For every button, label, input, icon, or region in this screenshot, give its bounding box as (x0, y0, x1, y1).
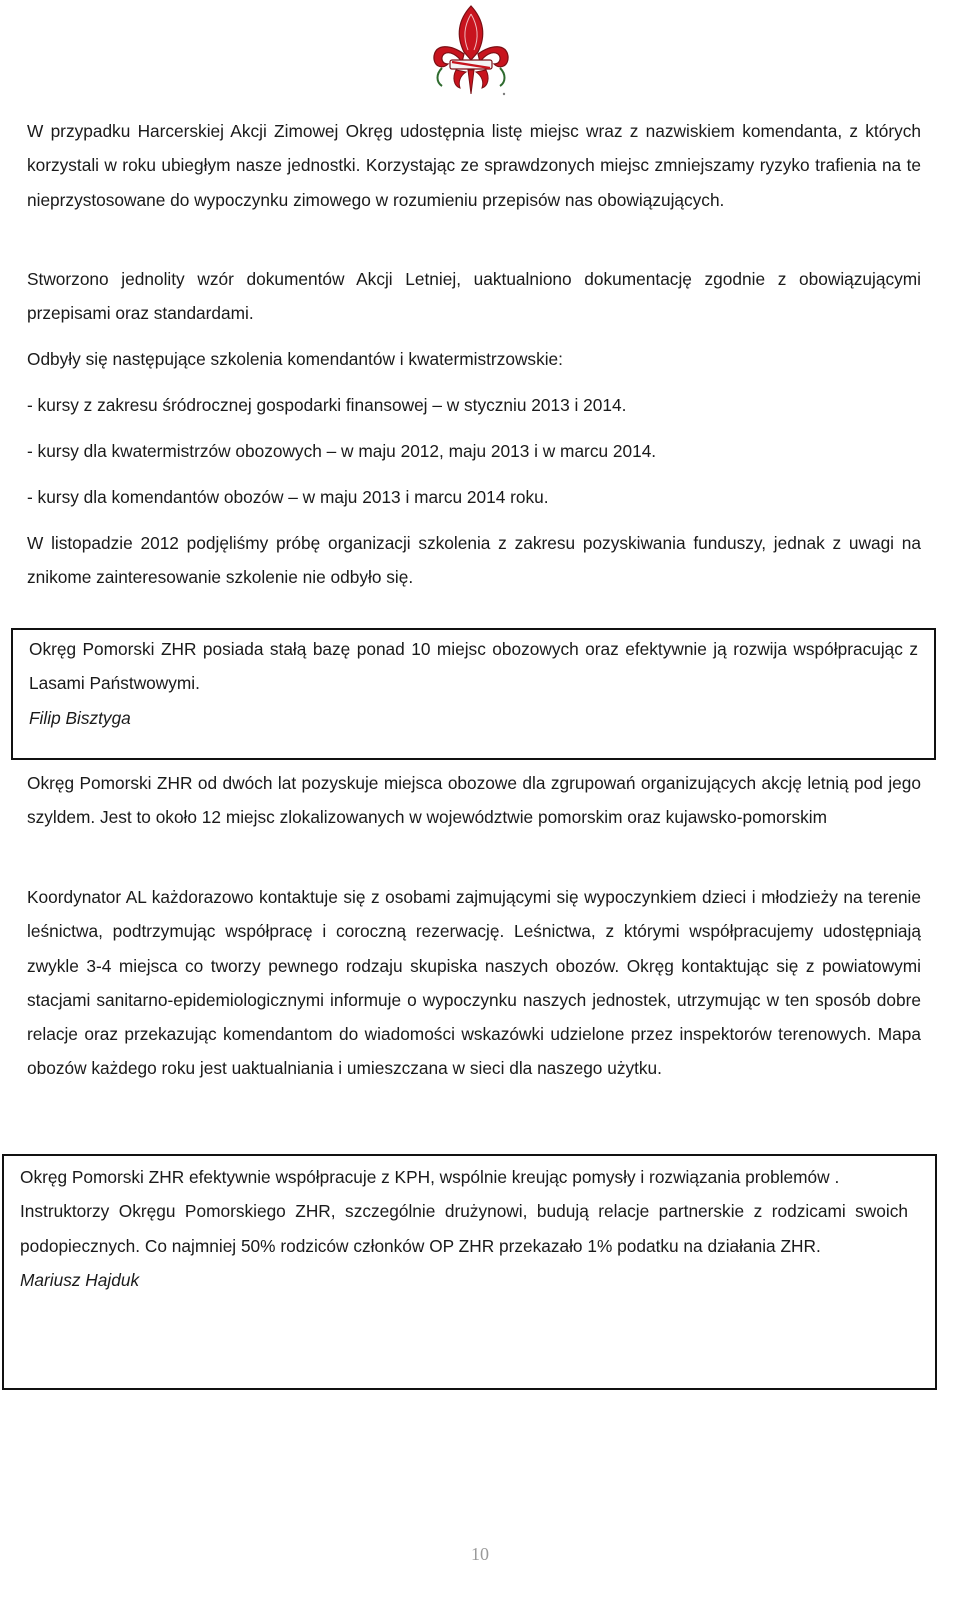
paragraph-fundraising-training: W listopadzie 2012 podjęliśmy próbę organizacji szkolenia z zakresu pozyskiwania funduszy, jednak z uwagi na znikome zainteresowanie szkolenie nie odbyło się. (27, 533, 921, 588)
course-item: - kursy dla kwatermistrzów obozowych – w maju 2012, maju 2013 i w marcu 2014. (27, 441, 657, 461)
highlight-box-camp-base (11, 628, 936, 760)
highlight-box-cooperation (2, 1154, 937, 1390)
course-item: - kursy z zakresu śródrocznej gospodarki finansowej – w styczniu 2013 i 2014. (27, 395, 627, 415)
paragraph-coordinator: Koordynator AL każdorazowo kontaktuje się z osobami zajmującymi się wypoczynkiem dzieci i młodzieży na terenie leśnictwa, podtrzymując współpracę i coroczną rezerwację. Leśnictwa, z którymi współpracujemy udostępniają zwykle 3-4 miejsca co tworzy pewnego rodzaju skupiska naszych obozów. Okręg kontaktując się z powiatowymi stacjami sanitarno-epidemiologicznymi informuje o wypoczynku naszych jednostek, utrzymując w ten sposób dobre relacje oraz przekazując komendantom do wiadomości wskazówki udzielone przez inspektorów terenowych. Mapa obozów każdego roku jest uaktualniania i umieszczana w sieci dla naszego użytku. (27, 887, 921, 1079)
box-cooperation-text-parents: Instruktorzy Okręgu Pomorskiego ZHR, szczególnie drużynowi, budują relacje partnerskie z rodzicami swoich podopiecznych. Co najmniej 50% rodziców członków OP ZHR przekazało 1% podatku na działania ZHR. (20, 1201, 908, 1256)
page-number: 10 (471, 1544, 489, 1564)
course-item: - kursy dla komendantów obozów – w maju 2013 i marcu 2014 roku. (27, 487, 549, 507)
paragraph-camp-places: Okręg Pomorski ZHR od dwóch lat pozyskuje miejsca obozowe dla zgrupowań organizujących akcję letnią pod jego szyldem. Jest to około 12 miejsc zlokalizowanych w województwie pomorskim oraz kujawsko-pomorskim (27, 773, 921, 828)
box-cooperation-text-kph: Okręg Pomorski ZHR efektywnie współpracuje z KPH, wspólnie kreując pomysły i rozwiązania problemów . (20, 1167, 840, 1187)
paragraph-summer-documents: Stworzono jednolity wzór dokumentów Akcji Letniej, uaktualniono dokumentację zgodnie z obowiązującymi przepisami oraz standardami. (27, 269, 921, 324)
box-camp-base-author: Filip Bisztyga (29, 707, 131, 728)
paragraph-trainings-intro: Odbyły się następujące szkolenia komendantów i kwatermistrzowskie: (27, 349, 563, 369)
box-cooperation-author: Mariusz Hajduk (20, 1269, 140, 1290)
fleur-de-lis-logo (428, 2, 514, 98)
box-camp-base-text: Okręg Pomorski ZHR posiada stałą bazę ponad 10 miejsc obozowych oraz efektywnie ją rozwija współpracując z Lasami Państwowymi. (29, 639, 918, 694)
paragraph-winter-action: W przypadku Harcerskiej Akcji Zimowej Okręg udostępnia listę miejsc wraz z nazwiskiem komendanta, z których korzystali w roku ubiegłym nasze jednostki. Korzystając ze sprawdzonych miejsc zmniejszamy ryzyko trafienia na te nieprzystosowane do wypoczynku zimowego w rozumieniu przepisów nas obowiązujących. (27, 121, 921, 210)
